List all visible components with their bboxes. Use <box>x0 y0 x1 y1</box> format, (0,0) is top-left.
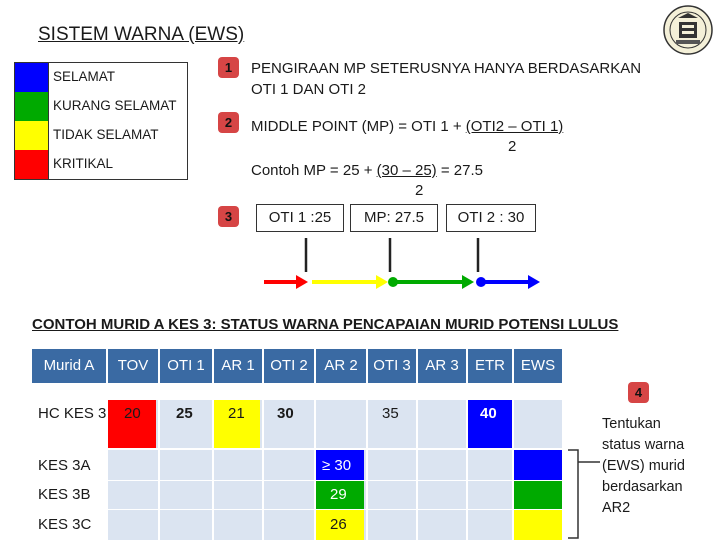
header-etr: ETR <box>468 349 512 383</box>
legend-label: TIDAK SELAMAT <box>53 127 159 142</box>
hc-oti3-value: 35 <box>382 405 399 422</box>
grid-divider <box>212 400 214 540</box>
row-label-kes3a: KES 3A <box>38 457 91 474</box>
bracket-connector <box>564 400 604 540</box>
kes3a-ews-blue-cell <box>514 450 562 480</box>
mp-example-prefix: Contoh MP = 25 + <box>251 162 377 179</box>
legend-item-kurang-selamat <box>15 92 187 121</box>
grid-divider <box>512 400 514 540</box>
header-murid-a: Murid A <box>32 349 106 383</box>
green-arrow <box>388 275 474 289</box>
blue-arrow <box>476 275 540 289</box>
header-oti1: OTI 1 <box>160 349 212 383</box>
header-oti2: OTI 2 <box>264 349 314 383</box>
header-oti3: OTI 3 <box>368 349 416 383</box>
yellow-arrow <box>312 275 388 289</box>
legend-label: KURANG SELAMAT <box>53 98 177 113</box>
callout-line: Tentukan <box>602 416 661 432</box>
progress-arrow-diagram <box>250 236 550 298</box>
legend-swatch-green <box>15 92 49 121</box>
hc-ar1-value: 21 <box>228 405 245 422</box>
mp-example-suffix: = 27.5 <box>436 162 483 179</box>
callout-line: AR2 <box>602 500 631 516</box>
grid-divider <box>466 400 468 540</box>
header-ar2: AR 2 <box>316 349 366 383</box>
school-crest-icon <box>662 4 714 56</box>
grid-divider <box>262 400 264 540</box>
grid-divider <box>108 448 562 450</box>
ews-legend <box>14 62 188 180</box>
page-title: SISTEM WARNA (EWS) <box>38 24 245 45</box>
mp-box: MP: 27.5 <box>350 204 438 232</box>
hc-oti2-value: 30 <box>277 405 294 422</box>
header-ews: EWS <box>514 349 562 383</box>
step-number-badge: 1 <box>218 57 239 78</box>
legend-swatch-red <box>15 150 49 179</box>
oti2-box: OTI 2 : 30 <box>446 204 536 232</box>
case-subtitle: CONTOH MURID A KES 3: STATUS WARNA PENCAPAIAN MURID POTENSI LULUS <box>32 316 619 333</box>
oti1-box: OTI 1 :25 <box>256 204 344 232</box>
legend-swatch-blue <box>15 63 49 92</box>
row-label-kes3b: KES 3B <box>38 486 91 503</box>
grid-divider <box>108 480 562 481</box>
header-tov: TOV <box>108 349 158 383</box>
legend-item-kritikal <box>15 150 187 179</box>
red-arrow <box>264 275 308 289</box>
legend-swatch-yellow <box>15 121 49 150</box>
mp-example <box>251 162 483 179</box>
point1-line2: OTI 1 DAN OTI 2 <box>251 81 367 98</box>
hc-oti1-value: 25 <box>176 405 193 422</box>
kes3b-ews-green-cell <box>514 481 562 509</box>
step-number-badge: 3 <box>218 206 239 227</box>
legend-label: SELAMAT <box>53 69 116 84</box>
grid-divider <box>158 400 160 540</box>
legend-label: KRITIKAL <box>53 156 114 171</box>
kes3c-ews-yellow-cell <box>514 510 562 540</box>
callout-line: (EWS) murid <box>602 458 685 474</box>
row-label-kes3c: KES 3C <box>38 516 92 533</box>
callout-line: status warna <box>602 437 685 453</box>
grid-divider <box>366 400 368 540</box>
mp-example-denominator: 2 <box>415 182 424 199</box>
hc-tov-value: 20 <box>124 405 141 422</box>
grid-divider <box>416 400 418 540</box>
hc-etr-value: 40 <box>480 405 497 422</box>
mp-example-numerator: (30 – 25) <box>376 162 437 179</box>
header-ar1: AR 1 <box>214 349 262 383</box>
mp-formula-numerator: (OTI2 – OTI 1) <box>465 118 564 135</box>
legend-item-selamat <box>15 63 187 92</box>
kes3c-ar2-value: 26 <box>330 516 347 533</box>
mp-formula-prefix: MIDDLE POINT (MP) = OTI 1 + <box>251 118 466 135</box>
step-number-badge: 4 <box>628 382 649 403</box>
instruction-callout <box>602 414 685 519</box>
mp-formula-denominator: 2 <box>508 138 517 155</box>
step-number-badge: 2 <box>218 112 239 133</box>
callout-line: berdasarkan <box>602 479 683 495</box>
row-label-hc-kes3: HC KES 3 <box>38 405 107 422</box>
grid-divider <box>314 400 316 540</box>
kes3b-ar2-value: 29 <box>330 486 347 503</box>
header-ar3: AR 3 <box>418 349 466 383</box>
kes3a-ar2-value: ≥ 30 <box>322 457 352 474</box>
grid-divider <box>108 509 562 510</box>
mp-formula <box>251 118 563 135</box>
point1-line1: PENGIRAAN MP SETERUSNYA HANYA BERDASARKAN <box>251 60 642 77</box>
legend-item-tidak-selamat <box>15 121 187 150</box>
